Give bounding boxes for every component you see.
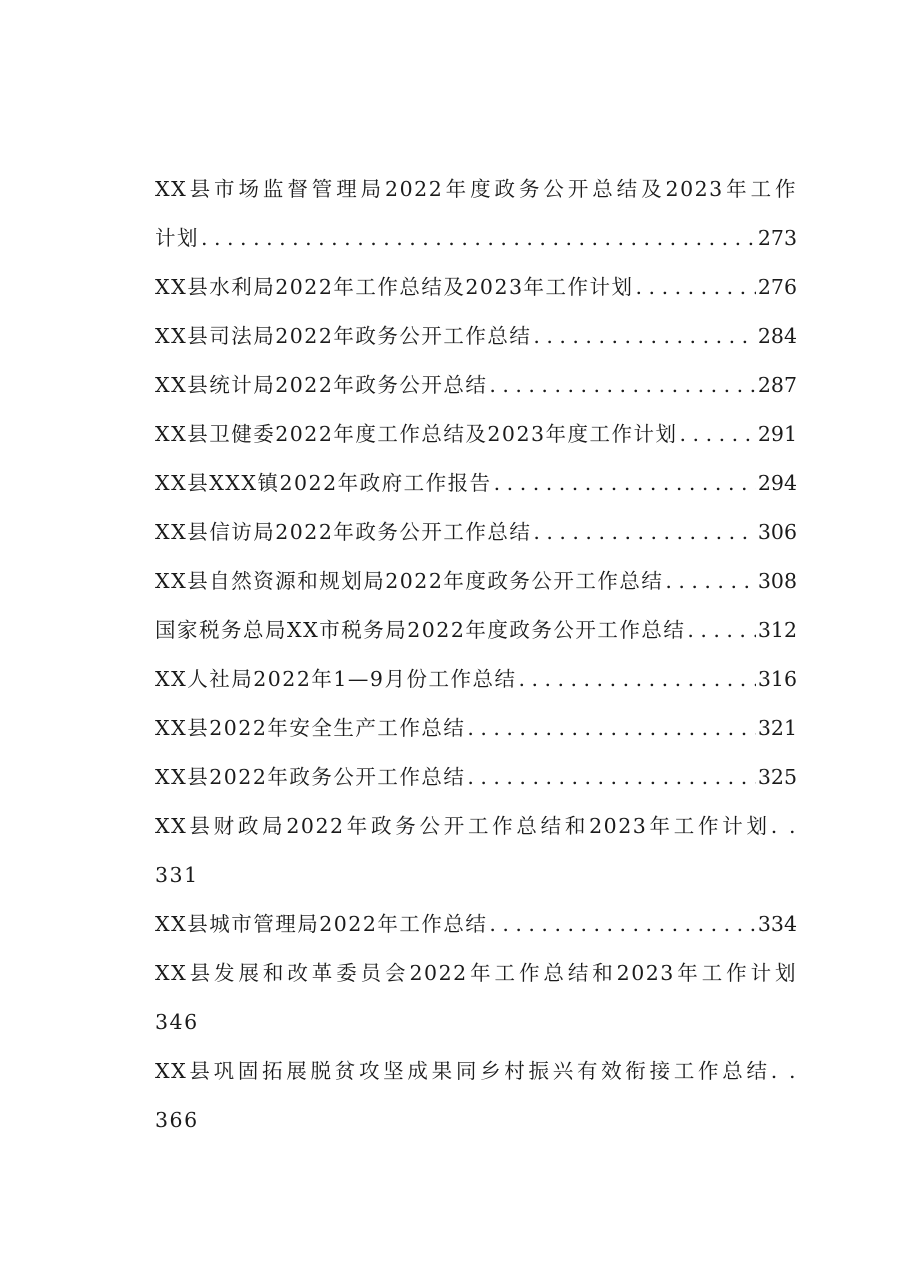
toc-entry-line (155, 459, 797, 508)
toc-page-number: 321 (757, 716, 797, 740)
toc-entry-title: XX县2022年安全生产工作总结 (155, 716, 466, 740)
toc-entry-line (155, 263, 797, 312)
toc-entry-title: 国家税务总局XX市税务局2022年度政务公开工作总结 (155, 618, 686, 642)
toc-entry-line (155, 900, 797, 949)
toc-entry-line (155, 753, 797, 802)
toc-page-number: 291 (757, 422, 797, 446)
toc-entry-line (155, 704, 797, 753)
toc-entry-line: XX县财政局2022年政务公开工作总结和2023年工作计划. . (155, 814, 797, 838)
toc-entry-line (155, 557, 797, 606)
leader-dots (665, 557, 756, 606)
toc-entry-line (155, 655, 797, 704)
toc-page-number: 284 (757, 324, 797, 348)
toc-page-number: 331 (155, 863, 199, 887)
toc-entry-title: 计划 (155, 226, 199, 250)
toc-entry-title: XX县信访局2022年政务公开工作总结 (155, 520, 532, 544)
toc-entry-line: XX县发展和改革委员会2022年工作总结和2023年工作计划 (155, 961, 797, 985)
toc-page-number: 276 (757, 275, 797, 299)
leader-dots (467, 753, 756, 802)
toc-entry-title: XX县自然资源和规划局2022年度政务公开工作总结 (155, 569, 664, 593)
toc-page-number: 334 (757, 912, 797, 936)
toc-entry-line (155, 312, 797, 361)
toc-page-number: 346 (155, 1010, 199, 1034)
toc-page-number: 325 (757, 765, 797, 789)
toc-entry-title: XX县XXX镇2022年政府工作报告 (155, 471, 492, 495)
toc-page-number: 312 (757, 618, 797, 642)
toc-entry-line (155, 410, 797, 459)
toc-page-number: 308 (757, 569, 797, 593)
table-of-contents (155, 165, 797, 1145)
toc-entry-title: XX县统计局2022年政务公开总结 (155, 373, 488, 397)
toc-entry-title: XX县司法局2022年政务公开工作总结 (155, 324, 532, 348)
toc-page-number: 294 (757, 471, 797, 495)
toc-entry-line (155, 606, 797, 655)
toc-entry-title: XX县城市管理局2022年工作总结 (155, 912, 488, 936)
leader-dots (518, 655, 755, 704)
leader-dots (533, 312, 756, 361)
toc-entry-title: XX县2022年政务公开工作总结 (155, 765, 466, 789)
leader-dots (636, 263, 756, 312)
toc-entry-title: XX县水利局2022年工作总结及2023年工作计划 (155, 275, 634, 299)
leader-dots (489, 900, 756, 949)
toc-page-number: 306 (757, 520, 797, 544)
toc-entry-line (155, 214, 797, 263)
leader-dots (687, 606, 756, 655)
leader-dots (201, 214, 756, 263)
leader-dots (533, 508, 756, 557)
leader-dots (494, 459, 756, 508)
toc-entry-line: XX县市场监督管理局2022年度政务公开总结及2023年工作 (155, 177, 797, 201)
toc-entry-line (155, 361, 797, 410)
toc-page-number: 273 (757, 226, 797, 250)
leader-dots (467, 704, 756, 753)
toc-entry-line: XX县巩固拓展脱贫攻坚成果同乡村振兴有效衔接工作总结. . (155, 1059, 797, 1083)
toc-entry-title: XX县卫健委2022年度工作总结及2023年度工作计划 (155, 422, 678, 446)
toc-page-number: 366 (155, 1108, 199, 1132)
toc-entry-line (155, 508, 797, 557)
toc-entry-title: XX人社局2022年1—9月份工作总结 (155, 667, 517, 691)
leader-dots (489, 361, 756, 410)
toc-page-number: 316 (757, 667, 797, 691)
toc-page-number: 287 (757, 373, 797, 397)
leader-dots (680, 410, 756, 459)
